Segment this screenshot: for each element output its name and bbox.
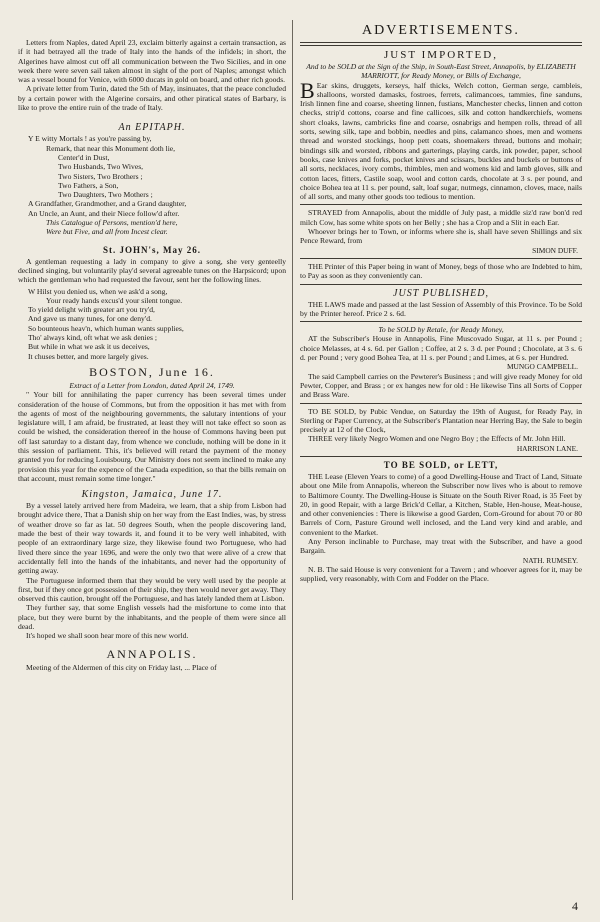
rule (300, 258, 582, 259)
imported-title: JUST IMPORTED, (384, 49, 498, 61)
verse-line: Two Daughters, Two Mothers ; (58, 190, 153, 200)
epitaph-verse (18, 134, 286, 236)
naples-news: Letters from Naples, dated April 23, exclaim bitterly against a certain transaction, as if it had betrayed all the trade of Italy into the hands of the infidels; in short, the Algerines have almost cut off all communication between the Two Sicilies, and in one week there were seven sail taken almost in sight of the port of Naples; amongst which was a vessel bound for Venice, with 6000 ducats in gold on board, and other rich goods. (18, 38, 286, 85)
negroes-body: THREE very likely Negro Women and one Negro Boy ; the Effects of Mr. John Hill. (308, 434, 566, 444)
kingston-title: Kingston, Jamaica, June 17. (81, 489, 223, 501)
verse-line: So bounteous heav'n, which human wants supplies, (28, 323, 184, 333)
annapolis-body: Meeting of the Aldermen of this city on Friday last, ... Place of (26, 662, 217, 672)
rule (300, 403, 582, 404)
advertisements-heading: ADVERTISEMENTS. (362, 23, 520, 38)
imported-body (300, 77, 582, 202)
column-divider (292, 20, 293, 900)
verse-line: An Uncle, an Aunt, and their Niece follow'd after. (28, 208, 180, 218)
verse-line: Two Husbands, Two Wives, (58, 162, 144, 172)
stjohns-verse (18, 287, 286, 361)
retail-body-2: The said Campbell carries on the Pewterer's Business ; and will give ready Money for old Pewter, Copper, and Brass ; or ex hanges new for old : He likewise Tins all Sorts of Copper and Brass Ware. (300, 371, 582, 400)
verse-line: And gave us many tunes, for one deny'd. (28, 314, 152, 324)
verse-line: Two Sisters, Two Brothers ; (58, 171, 143, 181)
retail-signature: MUNGO CAMPBELL. (506, 362, 578, 372)
left-column (18, 0, 286, 922)
boston-body: " Your bill for annihilating the paper currency has been several times under consideration of the house of Commons, but from the opposition it has met with from the agents of most of the neighbouring governments, the salutary intentions of your legislature will, I am afraid, be frustrated, at least they will not take effect so soon as could be wished, the consideration thereof in the house of Commons having been put off last saturday to a distant day, from whence we conclude, nothing will be done in it this session of parliament. This, it's believed will retard the payment of the money granted you for reducing Louisbourg. Our Ministry does not seem inclined to make any provision this year for the expence of the Canada expedition, so that the bills remain on that account, must remain some time longer." (18, 390, 286, 483)
kingston-body: By a vessel lately arrived here from Madeira, we learn, that a ship from Lisbon had brought advice there, That a Danish ship on her way from the East Indies, was, by stress of weather drove so far as lat. 50 degrees South, when the people discovering land, made the best of their way towards it, and found it to be very well inhabited, with people of an extraordinary large size, they likewise found two Portuguese, who had lived there since the year 1696, and were the only two that were alive of a crew that accidentally fell into the hands of the inhabitants, and never had the opportunity of getting away. (18, 501, 286, 576)
kingston-body: They further say, that some English vessels had the misfortune to come into that place, but they were burnt by the inhabitants, and the people of them were since all dead. (18, 603, 286, 632)
verse-line: Center'd in Dust, (58, 152, 110, 162)
negroes-signature: HARRISON LANE. (516, 443, 578, 453)
printer-notice: THE Printer of this Paper being in want of Money, begs of those who are Indebted to him, to Pay as soon as they conveniently can. (300, 261, 582, 281)
strayed-reward: Whoever brings her to Town, or informs where she is, shall have seven Shillings and six Pence Reward, from (300, 227, 582, 246)
kingston-body: The Portuguese informed them that they would be very well used by the people at first, but if they once got possession of their ship, they then would never get away. They observed this caution, brought off the Portuguese, and has lately landed them at Lisbon. (18, 575, 286, 604)
verse-line: Two Fathers, a Son, (58, 180, 119, 190)
verse-line: Y E witty Mortals ! as you're passing by, (28, 134, 152, 144)
turin-news: A private letter from Turin, dated the 5th of May, insinuates, that the peace concluded by a certain power with the Algerine corsairs, and other piratical states of Barbary, is like to prove the entire ruin of the trade of Italy. (18, 84, 286, 113)
rule (300, 456, 582, 457)
boston-subtitle: Extract of a Letter from London, dated April 24, 1749. (69, 380, 235, 390)
rule (300, 204, 582, 205)
lett-nb: N. B. The said House is very convenient for a Tavern ; and whoever agrees for it, may be supplied, very reasonably, with Corn and Fodder on the Place. (300, 564, 582, 584)
verse-line: Your ready hands excus'd your silent tongue. (46, 295, 183, 305)
verse-line: To yield delight with greater art you try'd, (28, 305, 155, 315)
published-title: JUST PUBLISHED, (393, 287, 489, 299)
rule (300, 321, 582, 322)
epitaph-title: An EPITAPH. (118, 122, 186, 134)
stjohns-body: A gentleman requesting a lady in company to give a song, she very genteelly declined singing, but voluntarily play'd several agreeable tunes on the Harpsicord; upon which the gentleman who had requested the favour, sent her the following lines. (18, 256, 286, 285)
kingston-body: It's hoped we shall soon hear more of this new world. (26, 631, 189, 641)
imported-subtitle: And to be SOLD at the Sign of the Ship, in South-East Street, Annapolis, by ELIZABETH MARRIOTT, for Ready Money, or Bills of Exchange, (306, 62, 576, 81)
boston-title: BOSTON, June 16. (89, 364, 215, 379)
vendue-body: TO BE SOLD, by Pubic Vendue, on Saturday the 19th of August, for Ready Pay, in Sterling or Paper Currency, at the Subscriber's Plantation near Herring Bay, the Sale to begin precisely at 12 of the Clock, (300, 406, 582, 435)
strayed-body: STRAYED from Annapolis, about the middle of July past, a middle siz'd raw bon'd red milch Cow, has some white spots on her Belly ; she has a Crop and a Slit in each Ear. (300, 208, 582, 227)
annapolis-title: ANNAPOLIS. (106, 646, 198, 661)
stjohns-title: St. JOHN's, May 26. (102, 244, 201, 255)
rule (300, 42, 582, 46)
verse-line: But while in what we ask it us deceives, (28, 342, 150, 352)
lett-signature: NATH. RUMSEY. (522, 555, 578, 565)
verse-line: W Hilst you denied us, when we ask'd a song, (28, 286, 168, 296)
published-body: THE LAWS made and passed at the last Session of Assembly of this Province. To be Sold by the Printer hereof. Price 2 s. 6d. (300, 299, 582, 318)
retail-title: To be SOLD by Retale, for Ready Money, (378, 325, 504, 335)
drop-cap: B (300, 77, 315, 103)
verse-line: This Catalogue of Persons, mention'd here, (46, 218, 178, 228)
retail-body: AT the Subscriber's House in Annapolis, Fine Muscovado Sugar, at 11 s. per Pound ; choice Melasses, at 4 s. 6d. per Gallon ; Coffee, at 2 s. 3 d. per Pound ; Chocolate, at 3 s. 6 d. per Pound ; very good Bohea Tea, at 11 s. per Pound ; and Limes, at 6 s. per Hundred. (300, 334, 582, 363)
page-number: 4 (572, 899, 578, 913)
lett-body: THE Lease (Eleven Years to come) of a good Dwelling-House and Tract of Land, Situate about one Mile from Annapolis, whereon the Subscriber now lives who is about to remove to Baltimore County. The Dwelling-House is Situate on the South River Road, is 35 Feet by 20, in good Repair, with a large Brick'd Cellar, a Kitchen, Stable, Hen-house, Meat-house, and other conveniencies : There is likewise a good Garden, Corn-Ground for about 70 or 80 Barrels of Corn, Pasture Ground well inclosed, and the Land very kind and arable, and convenient to the Market. (300, 471, 582, 537)
verse-line: Were but Five, and all from Incest clear. (46, 227, 168, 237)
imported-text: Ear skins, druggets, kerseys, half thicks, Welch cotton, German serge, cambleis, shalloons, worsted damasks, fostroes, ferrets, calimancoes, tammies, fine sanduns, Irish linnen fine and coarse, sheeting linnen, fustians, Manchester checks, linnen and cotton checks, strip'd cottons, coarse and fine callicoes, silk and cotton handkerchiefs, womens short cloaks, lawns, cambricks fine and coarse, osnabrigs and hempen rolls, thread of all sorts, sewing silk, tape and bobbin, needles and pins, calamanco shoes, men and womens thread and worsted stockings, hoop pett coats, shoemakers thread, buttons and mohair; bindings silk and worsted, ribbons and garterings, playing cards, ink powder, paper, school books, case knives and forks, pocket knives and scissars, buckles and buckels or buttons of all sorts, necklaces, ivory combs, thimbles, men and womens kid and lamb gloves, silk and cotton laces, fitters, Castile soap, wool and cotton cards, chocolate at 3 s. per pound, and choice Bohea tea at 11 s. per pound, salt, loaf sugar, nutmegs, cinnamon, cloves, mace, nails of all sorts, and many other goods too tedious to mention. (300, 80, 582, 202)
lett-body-2: Any Person inclinable to Purchase, may treat with the Subscriber, and have a good Bargain. (300, 537, 582, 556)
rule (300, 284, 582, 285)
verse-line: Tho' always kind, oft what we ask denies ; (28, 333, 157, 343)
lett-title: TO BE SOLD, or LETT, (383, 459, 499, 470)
strayed-signature: SIMON DUFF. (532, 245, 578, 255)
verse-line: It chuses better, and more largely gives. (28, 351, 149, 361)
right-column (300, 0, 582, 922)
verse-line: Remark, that near this Monument doth lie, (46, 143, 176, 153)
verse-line: A Grandfather, Grandmother, and a Grand daughter, (28, 199, 187, 209)
